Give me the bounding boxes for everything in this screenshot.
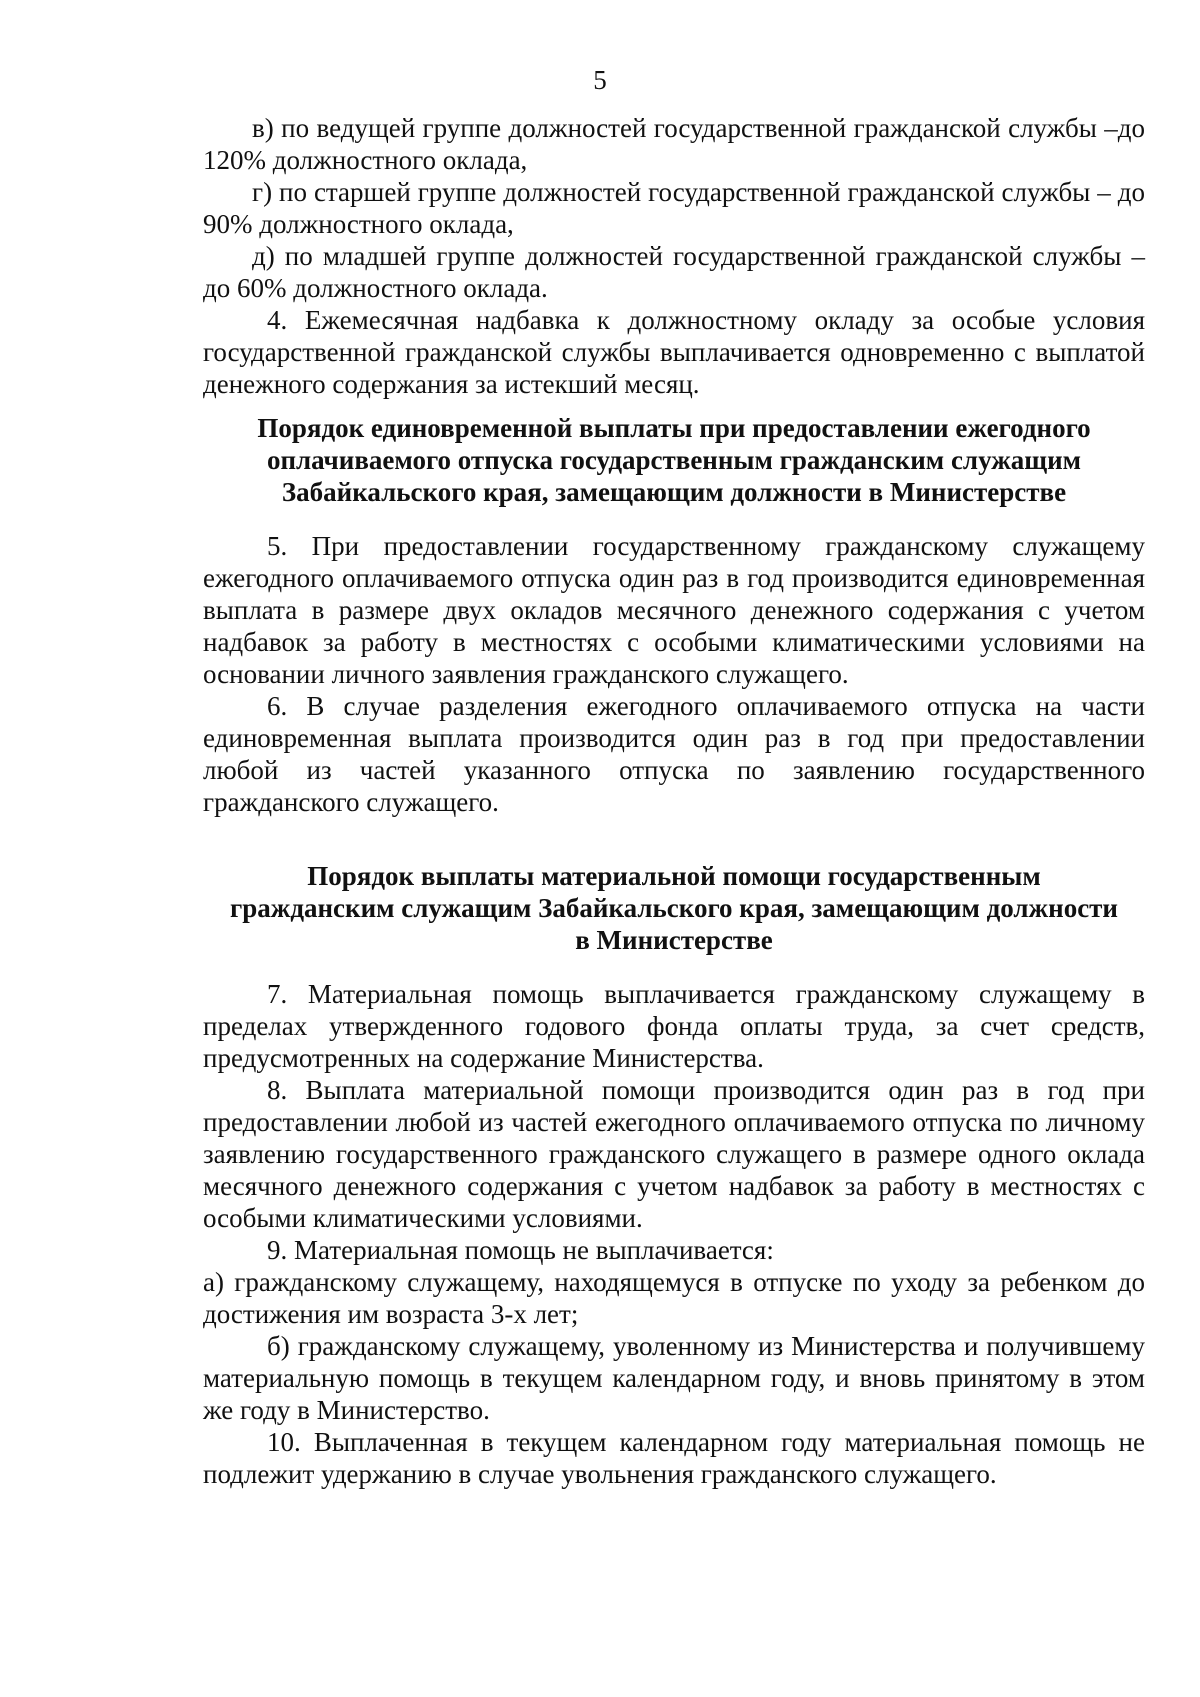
section-heading [203, 412, 1145, 508]
section-one-time-payment [203, 530, 1145, 818]
heading-line: оплачиваемого отпуска государственным гражданским служащим [266, 445, 1082, 475]
paragraph-senior-group: г) по старшей группе должностей государственной гражданской службы – до 90% должностного оклада, [203, 177, 1145, 239]
heading-line: в Министерстве [575, 925, 773, 955]
section-material-aid [203, 978, 1145, 1490]
paragraph-6: 6. В случае разделения ежегодного оплачиваемого отпуска на части единовременная выплата производится один раз в год при предоставлении любой из частей указанного отпуска по заявлению государственного гражданского служащего. [203, 691, 1145, 817]
paragraph-junior-group: д) по младшей группе должностей государственной гражданской службы –до 60% должностного оклада. [203, 241, 1145, 303]
paragraph-7: 7. Материальная помощь выплачивается гражданскому служащему в пределах утвержденного годового фонда оплаты труда, за счет средств, предусмотренных на содержание Министерства. [203, 979, 1145, 1073]
heading-line: Порядок выплаты материальной помощи государственным [307, 861, 1041, 891]
heading-line: Забайкальского края, замещающим должности в Министерстве [281, 477, 1067, 507]
heading-material-aid [203, 860, 1145, 956]
section-salary-groups [203, 112, 1145, 400]
heading-line: Порядок единовременной выплаты при предоставлении ежегодного [257, 413, 1091, 443]
paragraph-9: 9. Материальная помощь не выплачивается: [267, 1235, 774, 1265]
paragraph-10: 10. Выплаченная в текущем календарном году материальная помощь не подлежит удержанию в случае увольнения гражданского служащего. [203, 1427, 1145, 1489]
paragraph-4: 4. Ежемесячная надбавка к должностному окладу за особые условия государственной гражданской службы выплачивается одновременно с выплатой денежного содержания за истекший месяц. [203, 305, 1145, 399]
paragraph-9b: б) гражданскому служащему, уволенному из Министерства и получившему материальную помощь в текущем календарном году, и вновь принятому в этом же году в Министерство. [203, 1331, 1145, 1425]
heading-one-time-payment [203, 412, 1145, 508]
section-heading [203, 860, 1145, 956]
paragraph-leading-group: в) по ведущей группе должностей государственной гражданской службы –до 120% должностного оклада, [203, 113, 1145, 175]
paragraph-5: 5. При предоставлении государственному гражданскому служащему ежегодного оплачиваемого отпуска один раз в год производится единовременная выплата в размере двух окладов месячного денежного содержания с учетом надбавок за работу в местностях с особыми климатическими условиями на основании личного заявления гражданского служащего. [203, 531, 1145, 689]
paragraph-9a: а) гражданскому служащему, находящемуся в отпуске по уходу за ребенком до достижения им возраста 3-х лет; [203, 1267, 1145, 1329]
heading-line: гражданским служащим Забайкальского края, замещающим должности [229, 893, 1118, 923]
page-number: 5 [593, 65, 607, 95]
paragraph-8: 8. Выплата материальной помощи производится один раз в год при предоставлении любой из частей ежегодного оплачиваемого отпуска по личному заявлению государственного гражданского служащего в размере одного оклада месячного денежного содержания с учетом надбавок за работу в местностях с особыми климатическими условиями. [203, 1075, 1145, 1233]
